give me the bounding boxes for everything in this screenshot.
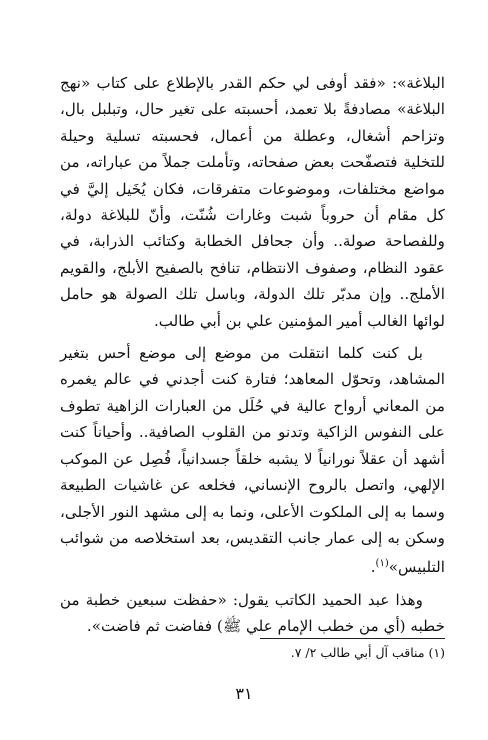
footnote: (١) مناقب آل أبي طالب ٢/ ٧. bbox=[290, 645, 445, 660]
paragraph-2-text: بل كنت كلما انتقلت من موضع إلى موضع أحس بتغير المشاهد، وتحوّل المعاهد؛ فتارة كنت أجدني في عالم يغمره من المعاني أرواح عالية في حُلَل من العبارات الزاهية تطوف على النفوس الزاكية وتدنو من القلوب الصافية.. وأحياناً كنت أشهد أن عقلاً نورانياً لا يشبه خلقاً جسدانياً، فُصِل عن الموكب الإلهي، واتصل بالروح الإنساني، فخلعه عن غاشيات الطبيعة وسما به إلى الملكوت الأعلى، ونما به إلى مشهد النور الأجلى، وسكن به إلى عمار جانب التقديس، بعد استخلاصه من شوائب التلبيس» bbox=[60, 344, 445, 577]
paragraph-3: وهذا عبد الحميد الكاتب يقول: «حفظت سبعين خطبة من خطبه (أي من خطب الإمام علي ﷺ) ففاضت ثم فاضت». bbox=[60, 590, 445, 636]
footnote-separator bbox=[260, 638, 445, 639]
paragraph-2: بل كنت كلما انتقلت من موضع إلى موضع أحس بتغير المشاهد، وتحوّل المعاهد؛ فتارة كنت أجدني في عالم يغمره من المعاني أرواح عالية في حُلَل من العبارات الزاهية تطوف على النفوس الزاكية وتدنو من القلوب الصافية.. وأحياناً كنت أشهد أن عقلاً نورانياً لا يشبه خلقاً جسدانياً، فُصِل عن الموكب الإلهي، واتصل بالروح الإنساني، فخلعه عن غاشيات الطبيعة وسما به إلى الملكوت الأعلى، ونما به إلى مشهد النور الأجلى، وسكن به إلى عمار جانب التقديس، بعد استخلاصه من شوائب التلبيس»$^{(١)}$. bbox=[60, 344, 445, 577]
body-text bbox=[60, 70, 445, 640]
paragraph-1: البلاغة»: «فقد أوفى لي حكم القدر بالإطلاع على كتاب «نهج البلاغة» مصادفةً بلا تعمد، أحسبته على تغير حال، وتبلبل بال، وتزاحم أشغال، وعطلة من أعمال، فحسبته تسلية وحيلة للتخلية فتصفّحت بعض صفحاته، وتأملت جملاً من عباراته، من مواضع مختلفات، وموضوعات متفرقات، فكان يُخَيل إليَّ في كل مقام أن حروباً شبت وغارات شُنّت، وأنّ للبلاغة دولة، وللفصاحة صولة.. وأن جحافل الخطابة وكتائب الذرابة، في عقود النظام، وصفوف الانتظام، تنافح بالصفيح الأبلج، والقويم الأملج.. وإن مدبّر تلك الدولة، وباسل تلك الصولة هو حامل لوائها الغالب أمير المؤمنين علي بن أبي طالب. bbox=[60, 74, 445, 330]
footnote-reference: (١) bbox=[375, 558, 389, 570]
page-number: ٣١ bbox=[235, 684, 253, 703]
